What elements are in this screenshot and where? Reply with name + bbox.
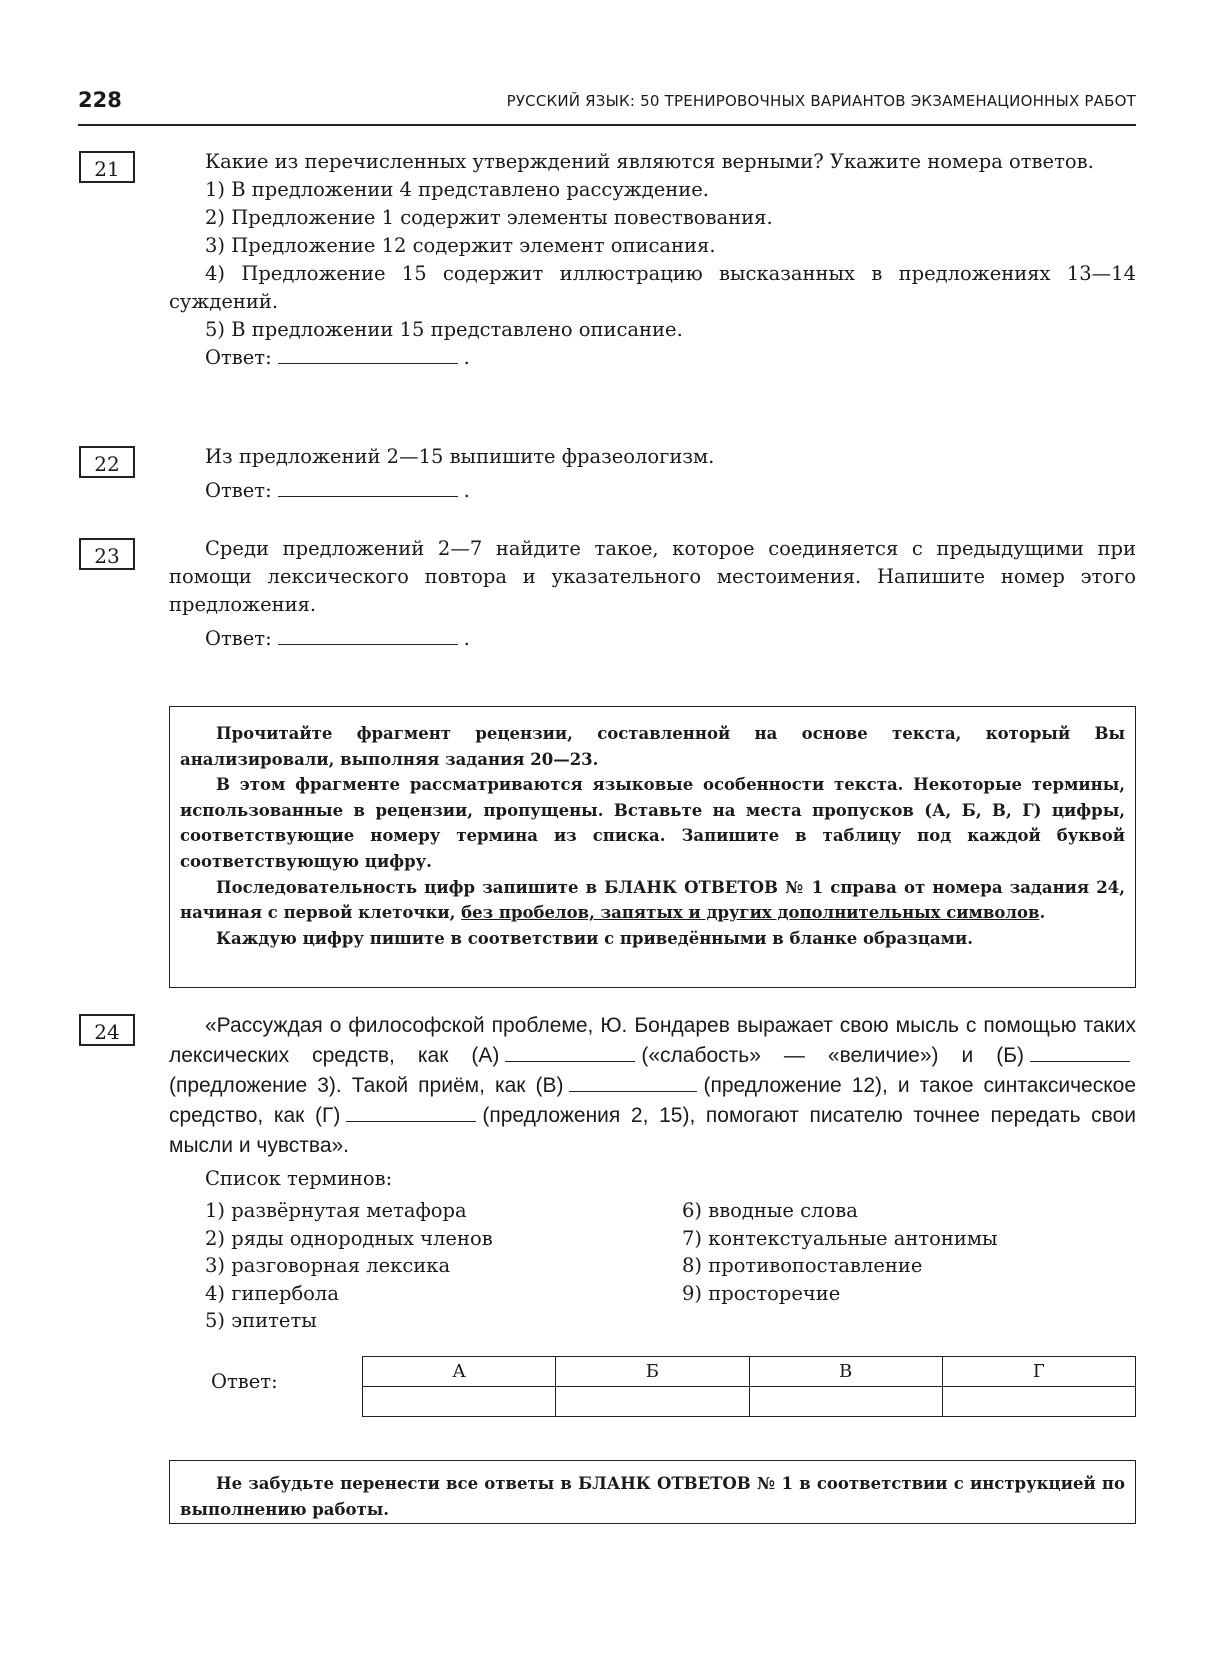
instruction-p1: Прочитайте фрагмент рецензии, составленной на основе текста, который Вы анализировали, выполняя задания 20—23. (180, 724, 1125, 769)
task-23-question: Среди предложений 2—7 найдите такое, которое соединяется с предыдущими при помощи лексического повтора и указательного местоимения. Напишите номер этого предложения. (169, 537, 1136, 616)
answer-blank[interactable] (278, 630, 458, 645)
term-item: 1) развёрнутая метафора (205, 1199, 467, 1222)
task-21-option-3: 3) Предложение 12 содержит элемент описания. (205, 234, 716, 257)
task-21-option-4: 4) Предложение 15 содержит иллюстрацию высказанных в предложениях 13—14 суждений. (169, 262, 1136, 313)
blank-a[interactable] (505, 1047, 635, 1062)
answer-label: Ответ: (205, 346, 272, 369)
table-header-v: В (749, 1357, 942, 1387)
answer-label: Ответ: (205, 479, 272, 502)
task-21 (169, 148, 1136, 372)
term-item: 3) разговорная лексика (205, 1254, 451, 1277)
instruction-p3: Последовательность цифр запишите в БЛАНК ОТВЕТОВ № 1 справа от номера задания 24, начиная с первой клеточки, без пробелов, запятых и других дополнительных символов. (180, 877, 1125, 923)
answer-label: Ответ: (205, 627, 272, 650)
task-23-number: 23 (79, 538, 135, 570)
blank-v[interactable] (569, 1077, 697, 1092)
task-24-answer-label: Ответ: (211, 1370, 278, 1393)
task-21-option-5: 5) В предложении 15 представлено описание. (205, 318, 683, 341)
blank-b[interactable] (1030, 1047, 1130, 1062)
answer-cell-v[interactable] (749, 1387, 942, 1417)
task-21-question: Какие из перечисленных утверждений являются верными? Укажите номера ответов. (205, 150, 1094, 173)
answer-cell-g[interactable] (942, 1387, 1135, 1417)
terms-title: Список терминов: (205, 1167, 393, 1190)
term-item: 7) контекстуальные антонимы (682, 1226, 998, 1250)
answer-blank[interactable] (278, 349, 458, 364)
term-item: 4) гипербола (205, 1281, 339, 1305)
term-item: 2) ряды однородных членов (205, 1226, 493, 1250)
running-title: РУССКИЙ ЯЗЫК: 50 ТРЕНИРОВОЧНЫХ ВАРИАНТОВ ЭКЗАМЕНАЦИОННЫХ РАБОТ (506, 92, 1136, 110)
answer-blank[interactable] (278, 482, 458, 497)
instruction-box (169, 706, 1136, 988)
answer-table (362, 1356, 1136, 1417)
term-item: 8) противопоставление (682, 1254, 923, 1277)
instruction-p4: Каждую цифру пишите в соответствии с приведёнными в бланке образцами. (216, 928, 973, 948)
instruction-p2: В этом фрагменте рассматриваются языковые особенности текста. Некоторые термины, использованные в рецензии, пропущены. Вставьте на места пропусков (А, Б, В, Г) цифры, соответствующие номеру термина из списка. Запишите в таблицу под каждой буквой соответствующую цифру. (180, 775, 1125, 871)
table-header-b: Б (556, 1357, 749, 1387)
task-23 (169, 535, 1136, 653)
table-header-a: А (363, 1357, 556, 1387)
terms-list-left (205, 1197, 493, 1335)
term-item: 6) вводные слова (682, 1199, 858, 1222)
task-21-option-1: 1) В предложении 4 представлено рассуждение. (205, 178, 710, 201)
terms-list-right (682, 1197, 998, 1307)
answer-cell-a[interactable] (363, 1387, 556, 1417)
task-22-answer: Ответ: . (205, 479, 470, 502)
task-21-answer: Ответ: . (205, 346, 470, 369)
term-item: 5) эпитеты (205, 1309, 317, 1332)
task-24-text: «Рассуждая о философской проблеме, Ю. Бондарев выражает свою мысль с помощью таких лексических средств, как (А) («слабость» — «величие») и (Б)(предложение 3). Такой приём, как (В) (предложение 12), и такое синтаксическое средство, как (Г) (предложения 2, 15), помогают писателю точнее передать свои мысли и чувства». (169, 1014, 1136, 1157)
task-22-number: 22 (79, 446, 135, 478)
task-21-number: 21 (79, 151, 135, 183)
task-22-question: Из предложений 2—15 выпишите фразеологизм. (205, 445, 715, 468)
footer-note-box (169, 1460, 1136, 1524)
task-23-answer: Ответ: . (205, 627, 470, 650)
header-rule (78, 124, 1136, 126)
blank-g[interactable] (346, 1107, 476, 1122)
task-21-option-2: 2) Предложение 1 содержит элементы повествования. (205, 206, 773, 229)
task-22 (169, 443, 1136, 505)
term-item: 9) просторечие (682, 1281, 841, 1305)
task-24-number: 24 (79, 1014, 135, 1046)
footer-note: Не забудьте перенести все ответы в БЛАНК ОТВЕТОВ № 1 в соответствии с инструкцией по выполнению работы. (180, 1474, 1125, 1519)
underlined-text: без пробелов, запятых и других дополнительных символов (461, 903, 1040, 923)
page-number: 228 (78, 88, 122, 112)
table-header-g: Г (942, 1357, 1135, 1387)
answer-cell-b[interactable] (556, 1387, 749, 1417)
terms-title-wrap (169, 1165, 1136, 1193)
